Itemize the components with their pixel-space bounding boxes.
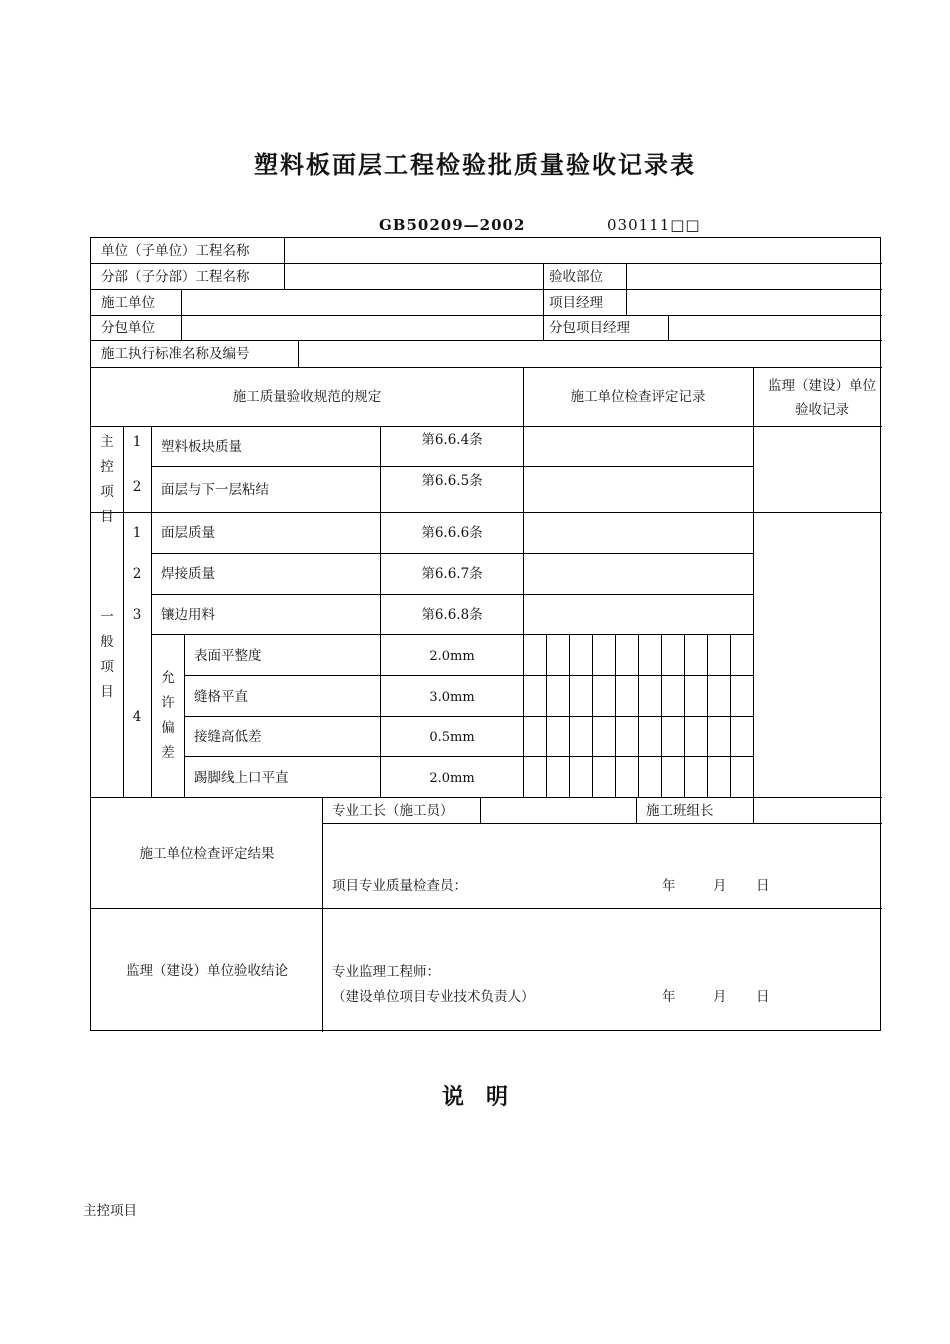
explanation-first-item: 主控项目 [83, 1203, 137, 1219]
subcontract-manager-label: 分包项目经理 [549, 320, 630, 336]
general-item-name: 焊接质量 [161, 566, 215, 582]
tolerance-item-name: 踢脚线上口平直 [194, 770, 289, 786]
project-manager-label: 项目经理 [549, 295, 603, 311]
general-items-label: 一般项目 [100, 609, 114, 700]
subcontract-unit-label: 分包单位 [101, 320, 155, 336]
date-year: 年 [662, 989, 676, 1005]
general-item-no: 1 [132, 525, 142, 541]
unit-project-label: 单位（子单位）工程名称 [101, 243, 250, 259]
general-item-name: 镶边用料 [161, 607, 215, 623]
tolerance-item-name: 表面平整度 [194, 648, 262, 664]
tolerance-item-name: 接缝高低差 [194, 729, 262, 745]
construction-result-label: 施工单位检查评定结果 [139, 846, 275, 862]
form-title: 塑料板面层工程检验批质量验收记录表 [254, 151, 696, 179]
main-item-name: 面层与下一层粘结 [161, 482, 269, 498]
general-item-no: 2 [132, 566, 142, 582]
main-item-no: 1 [132, 434, 142, 450]
date-month: 月 [713, 989, 727, 1005]
general-item-name: 面层质量 [161, 525, 215, 541]
quality-inspector-label: 项目专业质量检查员： [332, 878, 467, 894]
date-year: 年 [662, 878, 676, 894]
supervision-conclusion-label: 监理（建设）单位验收结论 [126, 963, 288, 979]
supervision-record-heading: 监理（建设）单位验收记录 [768, 378, 876, 418]
construction-unit-label: 施工单位 [101, 295, 155, 311]
owner-tech-label: （建设单位项目专业技术负责人） [332, 989, 535, 1005]
inspection-part-label: 验收部位 [549, 269, 603, 285]
spec-column-heading: 施工质量验收规范的规定 [232, 389, 382, 405]
main-item-no: 2 [132, 479, 142, 495]
tolerance-label: 允许偏差 [161, 670, 175, 761]
tolerance-value: 2.0mm [429, 649, 475, 664]
foreman-label: 专业工长（施工员） [332, 803, 454, 819]
construction-record-heading: 施工单位检查评定记录 [570, 389, 706, 405]
supervision-engineer-label: 专业监理工程师： [332, 964, 440, 980]
explanation-heading: 说 明 [441, 1085, 508, 1110]
main-item-clause: 第6.6.5条 [421, 473, 483, 489]
general-item-no: 3 [132, 607, 142, 623]
tolerance-no: 4 [132, 709, 142, 725]
form-code: 030111□□ [607, 216, 701, 234]
main-items-label: 主控项目 [100, 434, 114, 525]
tolerance-value: 0.5mm [429, 730, 475, 745]
sub-project-label: 分部（子分部）工程名称 [101, 269, 250, 285]
tolerance-item-name: 缝格平直 [194, 689, 248, 705]
standard-code: GB50209—2002 [379, 216, 526, 234]
general-item-clause: 第6.6.7条 [421, 566, 483, 582]
main-item-name: 塑料板块质量 [161, 439, 242, 455]
general-item-clause: 第6.6.6条 [421, 525, 483, 541]
tolerance-value: 2.0mm [429, 771, 475, 786]
exec-standard-label: 施工执行标准名称及编号 [101, 346, 250, 362]
team-leader-label: 施工班组长 [646, 803, 714, 819]
date-day: 日 [756, 989, 770, 1005]
general-item-clause: 第6.6.8条 [421, 607, 483, 623]
date-month: 月 [713, 878, 727, 894]
main-item-clause: 第6.6.4条 [421, 432, 483, 448]
tolerance-value: 3.0mm [429, 690, 475, 705]
date-day: 日 [756, 878, 770, 894]
inspection-table [90, 237, 881, 1031]
